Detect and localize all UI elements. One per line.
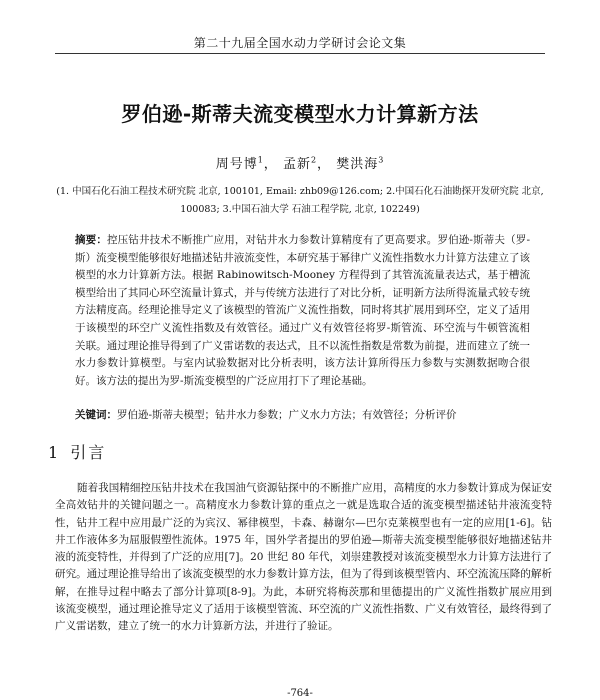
author-name: 樊洪海 [336, 157, 379, 172]
page-number: -764- [287, 688, 313, 699]
keywords-text: 罗伯逊-斯蒂夫模型；钻井水力参数；广义水力方法；有效管径；分析评价 [117, 409, 457, 421]
abstract-text: 控压钻井技术不断推广应用，对钻井水力参数计算精度有了更高要求。罗伯逊-斯蒂夫（罗-斯）流变模型能够很好地描述钻井液流变性，本研究基于幂律广义流性指数水力计算方法建立了该模型的水力计算新方法。根据 Rabinowitsch-Mooney 方程得到了其管流流量表达式，基于槽流模型给出了其同心环空流量计算式，并与传统方法进行了对比分析，证明新方法所得流量式较专统方法精度高。经理论推导定义了该模型的管流广义流性指数，同时将其扩展用到环空，定义了适用于该模型的环空广义流性指数及有效管径。通过广义有效管径将罗-斯管流、环空流与牛顿管流相关联。通过理论推导得到了广义雷诺数的表达式，且不以流性指数是常数为前提，进而建立了统一水力参数计算模型。与室内试验数据对比分析表明，该方法计算所得压力参数与实测数据吻合很好。该方法的提出为罗-斯流变模型的广泛应用打下了理论基础。 [75, 234, 530, 387]
keywords [75, 407, 530, 424]
paper-title: 罗伯逊-斯蒂夫流变模型水力计算新方法 [121, 102, 479, 126]
affiliations: (1. 中国石化石油工程技术研究院 北京, 100101, Email: zhb09@126.com; 2.中国石化石油勘探开发研究院 北京, 100083; 3.中国石油大学 石油工程学院, 北京, 102249) [56, 186, 544, 215]
author-mark: 1 [257, 155, 264, 165]
abstract-label: 摘要： [75, 234, 107, 246]
body-text: 随着我国精细控压钻井技术在我国油气资源钻探中的不断推广应用，高精度的水力参数计算成为保证安全高效钻井的关键问题之一。高精度水力参数计算的重点之一就是选取合适的流变模型描述钻井液流变特性，钻井工程中应用最广泛的为宾汉、幂律模型，卡森、赫谢尔—巴尔克莱模型也有一定的应用[1-6]。钻井工作液体多为屈服假塑性流体。1975 年，国外学者提出的罗伯逊—斯蒂夫流变模型能够很好地描述钻井液的流变特性，并得到了广泛的应用[7]。20 世纪 80 年代，刘崇建教授对该流变模型水力计算方法进行了研究。通过理论推导给出了该流变模型的水力参数计算方法，但为了得到该模型管内、环空流流压降的解析解，在推导过程中略去了部分计算项[8-9]。为此，本研究将梅茨那和里德提出的广义流性指数扩展应用到该流变模型，通过理论推导定义了适用于该模型管流、环空流的广义流性指数、广义有效管径，最终得到了广义雷诺数，建立了统一的水力计算新方法，并进行了验证。 [55, 482, 552, 633]
section-title: 引言 [70, 443, 107, 462]
running-header: 第二十九届全国水动力学研讨会论文集 [193, 36, 407, 50]
header-rule [55, 53, 545, 54]
section-number: 1 [48, 443, 61, 462]
section-heading [48, 440, 106, 463]
abstract [75, 232, 530, 390]
author-mark: 2 [310, 155, 318, 165]
author-name: 孟新 [282, 157, 311, 172]
keywords-label: 关键词： [75, 409, 117, 421]
body-paragraph [55, 480, 552, 636]
author-name: 周号博 [215, 157, 258, 172]
author-list: 周号博$^1$， 孟新$^2$， 樊洪海$^3$ [215, 155, 385, 172]
author-mark: 3 [378, 155, 385, 165]
